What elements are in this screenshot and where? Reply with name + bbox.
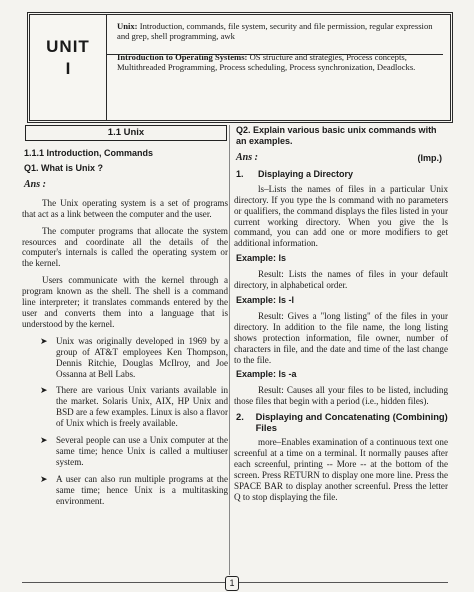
result-text: Result: Causes all your files to be listed, including those files that begin with a period (i.e., hidden files). [234, 385, 448, 407]
heading-number: 2. [236, 411, 244, 423]
example-label: Example: ls -l [236, 294, 295, 305]
answer-label: Ans : [24, 178, 46, 190]
os-syllabus-label: Introduction to Operating Systems: [117, 51, 248, 62]
unit-number: I [65, 59, 71, 78]
unix-syllabus-label: Unix: [117, 21, 138, 31]
heading-number: 1. [236, 168, 244, 179]
bullet-item [22, 474, 228, 507]
bullet-list [22, 336, 228, 507]
importance-tag: (Imp.) [417, 153, 442, 163]
subsection-heading: 1.1.1 Introduction, Commands [24, 148, 154, 158]
unit-word: UNIT [46, 37, 90, 56]
arrow-bullet-icon: ➤ [40, 473, 48, 484]
column-divider [229, 125, 230, 575]
unix-syllabus [117, 21, 443, 42]
unit-label [30, 15, 107, 120]
unix-syllabus-text: Introduction, commands, file system, security and file permission, regular expression and grep, shell programming, awk [117, 21, 433, 42]
bullet-text: There are various Unix variants available in the market. Solaris Unix, AIX, HP Unix and BSD are a few examples. Linux is also a flavor of Unix which is freely available. [56, 385, 228, 429]
bullet-text: A user can also run multiple programs at the same time; hence Unix is a multitasking environment. [56, 473, 228, 506]
bullet-text: Several people can use a Unix computer at the same time; hence Unix is called a multiuser system. [56, 435, 228, 467]
paragraph: more–Enables examination of a continuous text one screenful at a time on a terminal. It normally pauses after each screenful, printing -- More -- at the bottom of the screen. Press RETURN to display one more line. Press the SPACE BAR to display another screenful. Press the letter Q to stop displaying the file. [234, 437, 448, 502]
right-column [234, 125, 448, 507]
heading-concatenating-files [236, 411, 448, 433]
heading-title: Displaying and Concatenating (Combining) Files [255, 411, 448, 434]
paragraph: The computer programs that allocate the system resources and coordinate all the details of the computer's internals is called the operating system or the kernel. [22, 225, 228, 269]
bullet-text: Unix was originally developed in 1969 by a group of AT&T employees Ken Thompson, Dennis Ritchie, Douglas McIlroy, and Joe Ossanna at Bell Labs. [56, 335, 228, 379]
section-title: 1.1 Unix [25, 125, 227, 141]
paragraph: The Unix operating system is a set of programs that act as a link between the computer and the user. [22, 197, 228, 219]
bullet-item [22, 336, 228, 380]
bullet-item [22, 385, 228, 429]
question-1: Q1. What is Unix ? [24, 162, 104, 173]
heading-displaying-directory [236, 169, 448, 180]
unit-header-box [27, 12, 453, 123]
bullet-item [22, 435, 228, 468]
question-2: Q2. Explain various basic unix commands with an examples. [236, 125, 437, 146]
arrow-bullet-icon: ➤ [40, 385, 48, 396]
heading-title: Displaying a Directory [258, 168, 354, 179]
result-text: Result: Lists the names of files in your default directory, in alphabetical order. [234, 269, 448, 291]
unit-syllabus [117, 21, 443, 80]
paragraph: Users communicate with the kernel through a program known as the shell. The shell is a command line interpreter; it translates commands entered by the user and converts them into a language that is understood by the kernel. [22, 275, 228, 329]
answer-row [236, 153, 448, 164]
arrow-bullet-icon: ➤ [40, 435, 48, 446]
page-number: 1 [225, 576, 239, 591]
answer-label: Ans : [236, 152, 258, 163]
paragraph: ls–Lists the names of files in a particular Unix directory. If you type the ls command with no parameters or qualifiers, the command displays the files listed in your current working directory. When you give the ls command, you can add one or more modifiers to get additional information. [234, 183, 448, 249]
result-text: Result: Gives a "long listing" of the files in your directory. In addition to the file name, the long listing shows protection information, file owner, number of characters in file, and the date and time of the last change to the file. [234, 310, 448, 365]
os-syllabus-text: OS structure and strategies, Process concepts, Multithreaded Programming, Process scheduling, Process synchronization, Deadlocks. [117, 51, 416, 73]
arrow-bullet-icon: ➤ [40, 335, 48, 346]
syllabus-divider [107, 54, 443, 55]
example-label: Example: ls [236, 253, 287, 264]
example-label: Example: ls -a [236, 369, 297, 380]
left-column [22, 125, 228, 512]
